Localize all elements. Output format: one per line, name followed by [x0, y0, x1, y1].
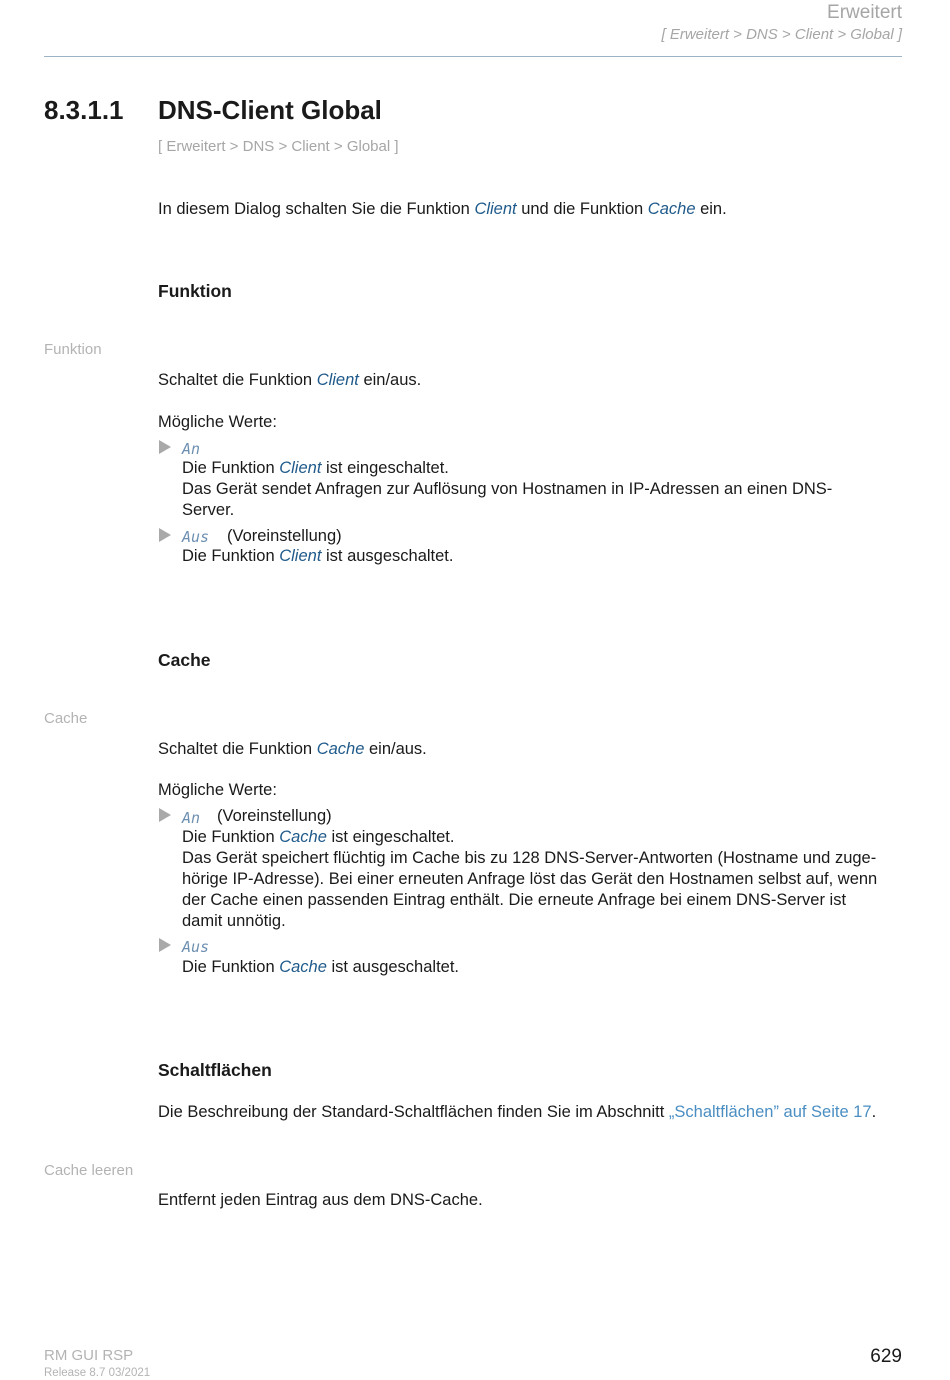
schaltflaechen-link[interactable]: „Schaltflächen” auf Seite 17 — [668, 1103, 872, 1121]
bullet-triangle-icon — [159, 440, 171, 454]
cache-desc-post: ein/aus. — [364, 740, 427, 758]
footer-release: Release 8.7 03/2021 — [44, 1367, 151, 1379]
text: ist ausgeschaltet. — [326, 958, 459, 976]
cache-opt-an-value: An — [182, 809, 201, 827]
cache-opt-an-line3: hörige IP-Adresse). Bei einer erneuten Anfrage löst das Gerät den Hostnamen selbst auf, wenn — [182, 870, 878, 888]
ref-client: Client — [279, 459, 322, 477]
funktion-opt-an-line2: Das Gerät sendet Anfragen zur Auflösung von Hostnamen in IP-Adressen an einen DNS- — [182, 480, 833, 498]
cache-opt-aus-value: Aus — [182, 938, 210, 956]
funktion-opt-aus-value: Aus — [182, 528, 210, 546]
cache-opt-an-line5: damit unnötig. — [182, 912, 286, 930]
funktion-opt-an-line1 — [182, 458, 907, 479]
funktion-description — [158, 370, 421, 391]
funktion-heading: Funktion — [158, 281, 232, 301]
text: Die Funktion — [182, 547, 280, 565]
cache-opt-an-desc — [182, 827, 907, 932]
funktion-values-label: Mögliche Werte: — [158, 413, 277, 431]
bullet-triangle-icon — [159, 528, 171, 542]
text: ist eingeschaltet. — [326, 828, 455, 846]
cache-opt-an-line4: der Cache einen passenden Eintrag enthält. Die erneute Anfrage bei einem DNS-Server ist — [182, 891, 847, 909]
header-chapter: Erweitert — [827, 2, 902, 23]
bullet-triangle-icon — [159, 808, 171, 822]
intro-ref-cache: Cache — [647, 200, 696, 218]
funktion-opt-an-value: An — [182, 440, 201, 458]
funktion-opt-an-desc — [182, 458, 907, 521]
cache-opt-an-line2: Das Gerät speichert flüchtig im Cache bis zu 128 DNS-Server-Antworten (Hostname und zuge- — [182, 849, 877, 867]
cache-clear-description: Entfernt jeden Eintrag aus dem DNS-Cache. — [158, 1191, 483, 1209]
ref-client: Client — [279, 547, 322, 565]
funktion-margin-label: Funktion — [44, 341, 102, 358]
funktion-opt-an-line3: Server. — [182, 501, 235, 519]
ref-cache: Cache — [279, 958, 327, 976]
section-title: DNS-Client Global — [158, 95, 382, 125]
text: Die Funktion — [182, 958, 280, 976]
buttons-description — [158, 1102, 908, 1123]
buttons-desc-post: . — [871, 1103, 877, 1121]
intro-text-3: ein. — [695, 200, 727, 218]
cache-heading: Cache — [158, 650, 211, 670]
funktion-opt-aus-note: (Voreinstellung) — [227, 527, 342, 545]
text: Die Funktion — [182, 459, 280, 477]
cache-opt-aus-desc — [182, 957, 907, 978]
buttons-heading: Schaltflächen — [158, 1060, 272, 1080]
funktion-desc-ref: Client — [316, 371, 359, 389]
bullet-triangle-icon — [159, 938, 171, 952]
cache-clear-margin-label: Cache leeren — [44, 1162, 134, 1179]
cache-desc-ref: Cache — [316, 740, 365, 758]
buttons-desc-text: Die Beschreibung der Standard-Schaltflächen finden Sie im Abschnitt — [158, 1103, 669, 1121]
cache-opt-an-note: (Voreinstellung) — [217, 807, 332, 825]
text: Die Funktion — [182, 828, 280, 846]
page-number: 629 — [870, 1346, 902, 1367]
text: ist ausgeschaltet. — [321, 547, 454, 565]
funktion-desc-text: Schaltet die Funktion — [158, 371, 317, 389]
header-divider — [44, 56, 902, 57]
section-number: 8.3.1.1 — [44, 95, 124, 125]
intro-ref-client: Client — [474, 200, 517, 218]
cache-margin-label: Cache — [44, 710, 88, 727]
header-path: [ Erweitert > DNS > Client > Global ] — [661, 26, 902, 43]
cache-desc-text: Schaltet die Funktion — [158, 740, 317, 758]
intro-paragraph — [158, 199, 727, 220]
funktion-opt-aus-desc — [182, 546, 907, 567]
section-path: [ Erweitert > DNS > Client > Global ] — [158, 138, 399, 155]
cache-opt-an-line1 — [182, 827, 907, 848]
cache-description — [158, 739, 427, 760]
text: ist eingeschaltet. — [321, 459, 449, 477]
intro-text-2: und die Funktion — [516, 200, 648, 218]
footer-product: RM GUI RSP — [44, 1347, 134, 1364]
funktion-desc-post: ein/aus. — [358, 371, 422, 389]
ref-cache: Cache — [279, 828, 327, 846]
intro-text-1: In diesem Dialog schalten Sie die Funktion — [158, 200, 475, 218]
cache-values-label: Mögliche Werte: — [158, 781, 277, 799]
